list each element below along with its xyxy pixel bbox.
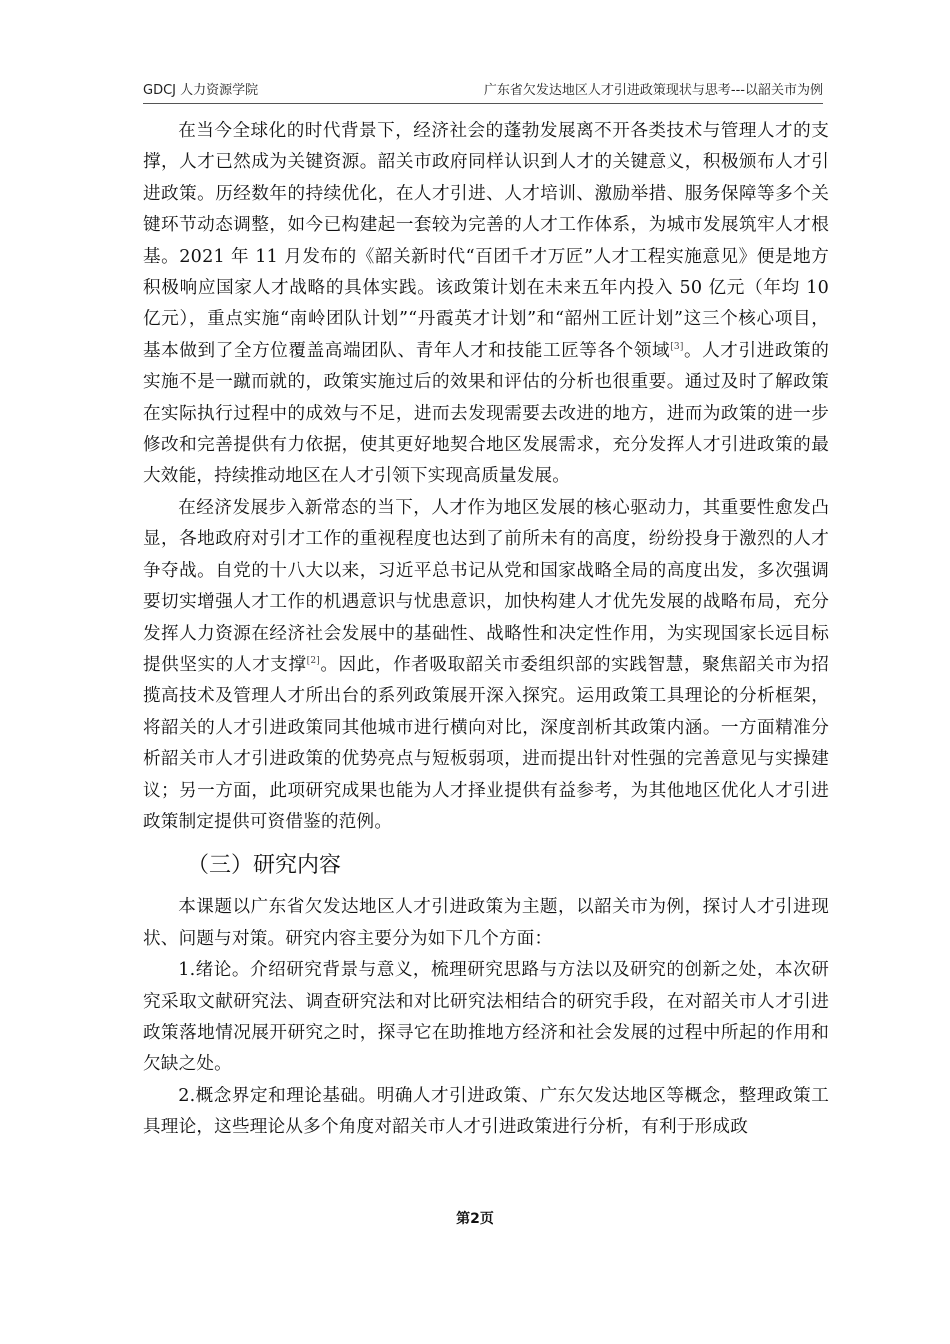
citation-ref: [3] [670, 341, 684, 352]
paragraph-item-1: 1.绪论。介绍研究背景与意义，梳理研究思路与方法以及研究的创新之处，本次研究采取文献研究法、调查研究法和对比研究法相结合的研究手段，在对韶关市人才引进政策落地情况展开研究之时，探寻它在助推地方经济和社会发展的过程中所起的作用和欠缺之处。 [143, 960, 829, 1075]
header-right-title: 广东省欠发达地区人才引进政策现状与思考---以韶关市为例 [483, 83, 823, 98]
paragraph-background [143, 116, 829, 493]
paragraph-text: 在经济发展步入新常态的当下，人才作为地区发展的核心驱动力，其重要性愈发凸显，各地政府对引才工作的重视程度也达到了前所未有的高度，纷纷投身于激烈的人才争夺战。自党的十八大以来，习近平总书记从党和国家战略全局的高度出发，多次强调要切实增强人才工作的机遇意识与忧患意识，加快构建人才优先发展的战略布局，充分发挥人力资源在经济社会发展中的基础性、战略性和决定性作用，为实现国家长远目标提供坚实的人才支撑 [143, 497, 829, 675]
page-number: 第2页 [456, 1211, 494, 1227]
paragraph-text: 。人才引进政策的实施不是一蹴而就的，政策实施过后的效果和评估的分析也很重要。通过及时了解政策在实际执行过程中的成效与不足，进而去发现需要去改进的地方，进而为政策的进一步修改和完善提供有力依据，使其更好地契合地区发展需求，充分发挥人才引进政策的最大效能，持续推动地区在人才引领下实现高质量发展。 [143, 340, 829, 487]
citation-ref: [2] [306, 656, 320, 667]
header-left-text: GDCJ 人力资源学院 [143, 83, 259, 98]
page-header [143, 79, 823, 99]
paragraph-text: 。因此，作者吸取韶关市委组织部的实践智慧，聚焦韶关市为招揽高技术及管理人才所出台的系列政策展开深入探究。运用政策工具理论的分析框架，将韶关的人才引进政策同其他城市进行横向对比，深度剖析其政策内涵。一方面精准分析韶关市人才引进政策的优势亮点与短板弱项，进而提出针对性强的完善意见与实操建议；另一方面，此项研究成果也能为人才择业提供有益参考，为其他地区优化人才引进政策制定提供可资借鉴的范例。 [143, 654, 829, 832]
paragraph-significance [143, 493, 829, 838]
header-divider [143, 103, 823, 104]
section-heading: （三）研究内容 [187, 853, 342, 879]
document-body [143, 116, 829, 1144]
paragraph-item-2: 2.概念界定和理论基础。明确人才引进政策、广东欠发达地区等概念，整理政策工具理论，这些理论从多个角度对韶关市人才引进政策进行分析，有利于形成政 [143, 1085, 829, 1138]
paragraph-research-intro: 本课题以广东省欠发达地区人才引进政策为主题，以韶关市为例，探讨人才引进现状、问题与对策。研究内容主要分为如下几个方面： [143, 897, 829, 949]
paragraph-text: 在当今全球化的时代背景下，经济社会的蓬勃发展离不开各类技术与管理人才的支撑，人才已然成为关键资源。韶关市政府同样认识到人才的关键意义，积极颁布人才引进政策。历经数年的持续优化，在人才引进、人才培训、激励举措、服务保障等多个关键环节动态调整，如今已构建起一套较为完善的人才工作体系，为城市发展筑牢人才根基。2021 年 11 月发布的《韶关新时代“百团千才万匠”人才工程实施意见》便是地方积极响应国家人才战略的具体实践。该政策计划在未来五年内投入 50 亿元（年均 10 亿元），重点实施“南岭团队计划”“丹霞英才计划”和“韶州工匠计划”这三个核心项目，基本做到了全方位覆盖高端团队、青年人才和技能工匠等各个领域 [143, 121, 829, 361]
